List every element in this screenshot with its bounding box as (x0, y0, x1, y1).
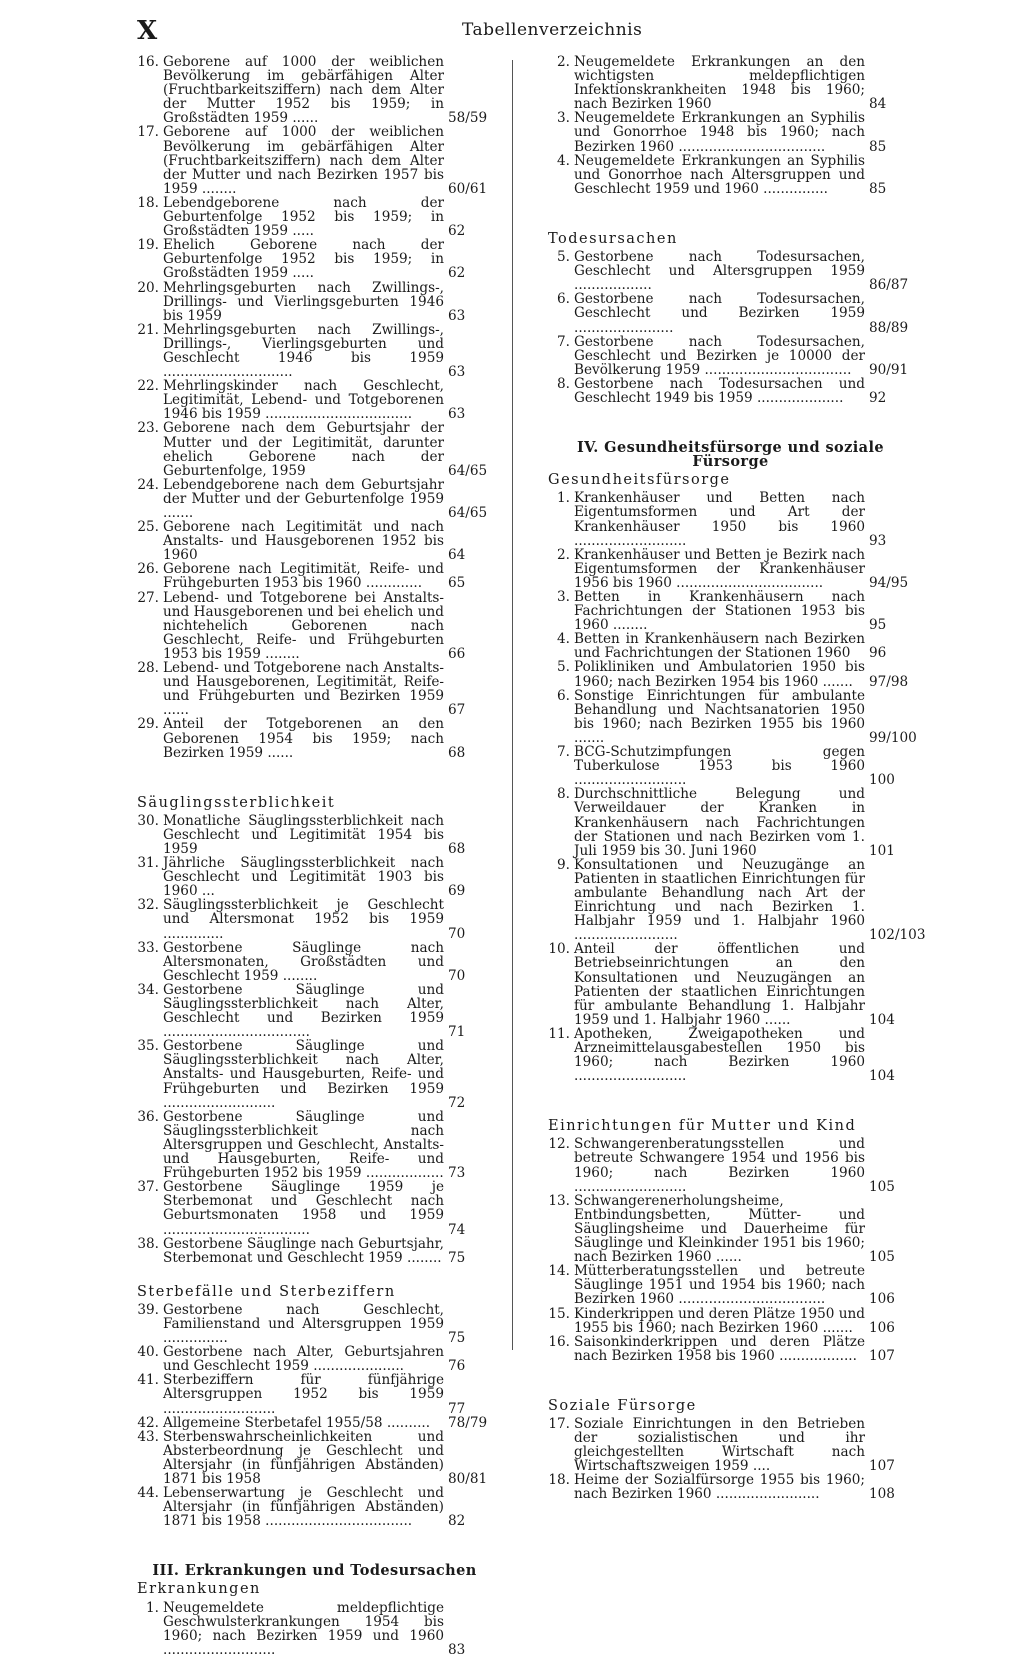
entry-page: 58/59 (448, 110, 488, 127)
entry-number: 39. (137, 1301, 159, 1318)
entry-title: Ehelich Geborene nach der Geburtenfolge 1952 bis 1959; in Großstädten 1959 ..... (163, 237, 444, 282)
entry-page: 88/89 (869, 319, 909, 336)
entry-number: 14. (548, 1263, 570, 1280)
entry-number: 8. (557, 375, 570, 392)
entry-page: 96 (869, 645, 887, 662)
entry-title: Geborene nach Legitimität, Reife- und Frühgeburten 1953 bis 1960 ............. (163, 561, 444, 592)
entry-number: 43. (137, 1428, 159, 1445)
entry-page: 105 (869, 1249, 895, 1266)
entry-page: 74 (448, 1221, 466, 1238)
toc-entry (548, 632, 913, 660)
entry-title: Gestorbene nach Todesursachen, Geschlecht und Bezirken je 10000 der Bevölkerung 1959 .................................. (574, 333, 865, 378)
entry-page: 64/65 (448, 505, 488, 521)
toc-entry (548, 491, 913, 547)
entry-number: 32. (137, 897, 159, 914)
toc-entry (548, 856, 926, 944)
toc-group (137, 1601, 492, 1657)
entry-page: 86/87 (869, 277, 909, 294)
entry-title: Mehrlingsgeburten nach Zwillings-, Drillings-, Vierlingsgeburten und Geschlecht 1946 bis 1959 .............................. (163, 321, 444, 381)
entry-title: Saisonkinderkrippen und deren Plätze nach Bezirken 1958 bis 1960 .................. (574, 1333, 865, 1364)
toc-entry (548, 942, 913, 1027)
entry-number: 34. (137, 981, 159, 998)
entry-number: 27. (137, 589, 159, 606)
entry-page: 104 (869, 1068, 895, 1085)
entry-number: 26. (137, 561, 159, 578)
spacer (548, 196, 913, 232)
entry-page: 106 (869, 1319, 895, 1336)
entry-page: 68 (448, 840, 466, 857)
toc-entry (548, 1307, 913, 1335)
toc-entry (137, 562, 492, 590)
toc-group (548, 1137, 913, 1363)
entry-title: Polikliniken und Ambulatorien 1950 bis 1960; nach Bezirken 1954 bis 1960 ....... (574, 659, 865, 690)
toc-entry (137, 478, 492, 520)
entry-title: Lebendgeborene nach der Geburtenfolge 1952 bis 1959; in Großstädten 1959 ..... (163, 194, 444, 240)
entry-page: 80/81 (448, 1471, 488, 1487)
entry-number: 40. (137, 1344, 159, 1361)
entry-page: 77 (448, 1400, 466, 1417)
toc-entry (137, 238, 492, 280)
toc-entry (137, 55, 492, 125)
entry-title: Konsultationen und Neuzugänge an Patienten in staatlichen Einrichtungen für ambulante Behandlung nach Art der Einrichtung und nach Bezirken 1. Halbjahr 1959 und 1. Halbjahr 1960 ........................ (574, 856, 865, 944)
entry-page: 99/100 (869, 729, 917, 746)
spacer (137, 1528, 492, 1564)
entry-page: 60/61 (448, 180, 488, 197)
toc-entry (548, 111, 913, 153)
entry-number: 42. (137, 1414, 159, 1431)
entry-page: 107 (869, 1347, 895, 1364)
entry-title: Gestorbene nach Todesursachen, Geschlecht und Bezirken 1959 ....................... (574, 291, 865, 336)
section-heading: Gesundheitsfürsorge (548, 472, 731, 489)
toc-entry (137, 1345, 492, 1373)
entry-page: 85 (869, 180, 887, 197)
entry-number: 9. (557, 856, 570, 873)
spacer (548, 405, 913, 441)
entry-number: 29. (137, 716, 159, 733)
entry-page: 105 (869, 1178, 895, 1195)
entry-number: 19. (137, 237, 159, 254)
toc-entry (548, 787, 913, 857)
toc-entry (137, 323, 492, 379)
entry-title: Anteil der öffentlichen und Betriebseinrichtungen an den Konsultationen und Neuzugängen an Patienten der staatlichen Einrichtungen für ambulante Behandlung 1. Halbjahr 1959 und 1. Halbjahr 1960 ...... (574, 941, 865, 1028)
entry-page: 108 (869, 1486, 895, 1503)
toc-entry (548, 335, 913, 377)
entry-number: 6. (557, 687, 570, 704)
entry-title: Soziale Einrichtungen in den Betrieben der sozialistischen und ihr gleichgestellten Wirtschaft nach Wirtschaftszweigen 1959 .... (574, 1415, 865, 1475)
toc-group (548, 1417, 913, 1502)
entry-title: Neugemeldete Erkrankungen an den wichtigsten meldepflichtigen Infektionskrankheiten 1948 bis 1960; nach Bezirken 1960 (574, 54, 865, 113)
toc-entry (137, 1416, 492, 1430)
spacer (137, 760, 492, 796)
entry-page: 63 (448, 364, 466, 381)
toc-entry (137, 941, 492, 983)
toc-entry (548, 1473, 913, 1501)
entry-title: Apotheken, Zweigapotheken und Arzneimittelausgabestellen 1950 bis 1960; nach Bezirken 1960 .......................... (574, 1025, 865, 1085)
toc-entry (137, 856, 492, 898)
entry-page: 71 (448, 1024, 466, 1041)
entry-title: Schwangerenberatungsstellen und betreute Schwangere 1954 und 1956 bis 1960; nach Bezirken 1960 .......................... (574, 1136, 865, 1195)
toc-entry (137, 983, 492, 1039)
entry-title: Betten in Krankenhäusern nach Fachrichtungen der Stationen 1953 bis 1960 ........ (574, 589, 865, 634)
toc-group (137, 814, 492, 1265)
page-header (0, 12, 1024, 52)
left-column (137, 55, 492, 1657)
entry-title: Mehrlingsgeburten nach Zwillings-, Drillings- und Vierlingsgeburten 1946 bis 1959 (163, 279, 444, 324)
entry-number: 12. (548, 1136, 570, 1153)
entry-title: Krankenhäuser und Betten nach Eigentumsformen und Art der Krankenhäuser 1950 bis 1960 .......................... (574, 490, 865, 549)
toc-entry (548, 250, 913, 292)
toc-entry (548, 1417, 913, 1473)
toc-entry (137, 814, 492, 856)
entry-title: Sterbeziffern für fünfjährige Altersgruppen 1952 bis 1959 .......................... (163, 1372, 444, 1417)
entry-title: Geborene nach Legitimität und nach Anstalts- und Hausgeborenen 1952 bis 1960 (163, 519, 444, 564)
toc-group (548, 490, 926, 1085)
entry-number: 36. (137, 1108, 159, 1125)
entry-page: 64/65 (448, 462, 488, 479)
entry-number: 22. (137, 378, 159, 395)
entry-page: 63 (448, 406, 466, 423)
toc-entry (137, 1373, 492, 1415)
entry-number: 37. (137, 1179, 159, 1196)
entry-page: 83 (448, 1641, 466, 1658)
entry-number: 18. (548, 1472, 570, 1489)
entry-title: Gestorbene nach Geschlecht, Familienstand und Altersgruppen 1959 ............... (163, 1301, 444, 1347)
toc-entry (137, 1303, 492, 1345)
toc-group (548, 250, 913, 405)
entry-number: 31. (137, 855, 159, 872)
entry-number: 30. (137, 812, 159, 829)
entry-page: 82 (448, 1513, 466, 1530)
entry-number: 1. (557, 490, 570, 507)
entry-page: 95 (869, 617, 887, 634)
entry-page: 100 (869, 772, 895, 789)
entry-number: 20. (137, 279, 159, 296)
spacer (548, 1083, 913, 1119)
entry-number: 8. (557, 786, 570, 803)
entry-page: 73 (448, 1165, 466, 1182)
toc-entry (548, 548, 913, 590)
entry-title: Gestorbene Säuglinge nach Altersmonaten, Großstädten und Geschlecht 1959 ........ (163, 939, 444, 984)
toc-group (137, 1303, 492, 1529)
entry-number: 28. (137, 660, 159, 677)
toc-entry (137, 898, 492, 940)
entry-page: 107 (869, 1458, 895, 1475)
entry-number: 25. (137, 519, 159, 536)
toc-entry (548, 1137, 913, 1193)
entry-page: 102/103 (869, 927, 926, 944)
entry-number: 41. (137, 1372, 159, 1389)
entry-number: 44. (137, 1485, 159, 1502)
entry-number: 24. (137, 476, 159, 493)
toc-entry (548, 1335, 913, 1363)
entry-number: 21. (137, 321, 159, 338)
section-heading: Einrichtungen für Mutter und Kind (548, 1118, 857, 1135)
toc-entry (137, 591, 492, 661)
toc-entry (548, 377, 913, 405)
toc-entry (548, 687, 917, 746)
entry-page: 85 (869, 138, 887, 155)
toc-entry (548, 1264, 913, 1306)
entry-title: Neugemeldete Erkrankungen an Syphilis und Gonorrhoe nach Altersgruppen und Geschlecht 1959 und 1960 ............... (574, 152, 865, 197)
entry-title: Lebend- und Totgeborene bei Anstalts- und Hausgeborenen und bei ehelich und nichtehelich Geborenen nach Geschlecht, Reife- und Frühgeburten 1953 bis 1959 ........ (163, 589, 444, 662)
entry-number: 23. (137, 420, 159, 437)
toc-entry (137, 125, 492, 195)
entry-title: Kinderkrippen und deren Plätze 1950 und 1955 bis 1960; nach Bezirken 1960 ....... (574, 1305, 865, 1336)
entry-page: 69 (448, 883, 466, 900)
entry-number: 5. (557, 249, 570, 266)
toc-entry (548, 745, 913, 787)
entry-title: Mütterberatungsstellen und betreute Säuglinge 1951 und 1954 bis 1960; nach Bezirken 1960 .................................. (574, 1263, 865, 1308)
entry-number: 10. (548, 941, 570, 958)
toc-entry (137, 1430, 492, 1486)
entry-page: 65 (448, 575, 466, 592)
toc-entry (137, 1110, 492, 1180)
part-heading: IV. Gesundheitsfürsorge und soziale Fürsorge (576, 439, 884, 471)
section-heading: Säuglingssterblichkeit (137, 794, 336, 811)
entry-page: 92 (869, 389, 887, 406)
entry-title: Jährliche Säuglingssterblichkeit nach Geschlecht und Legitimität 1903 bis 1960 ... (163, 855, 444, 900)
toc-entry (137, 520, 492, 562)
toc-entry (137, 281, 492, 323)
toc-entry (548, 660, 913, 688)
part-heading: III. Erkrankungen und Todesursachen (152, 1562, 477, 1580)
entry-number: 1. (146, 1599, 159, 1616)
entry-page: 70 (448, 925, 466, 942)
entry-title: Mehrlingskinder nach Geschlecht, Legitimität, Lebend- und Totgeborenen 1946 bis 1959 .................................. (163, 378, 444, 423)
entry-number: 16. (137, 54, 159, 70)
entry-page: 78/79 (448, 1414, 488, 1431)
spacer (137, 1265, 492, 1285)
entry-number: 17. (548, 1415, 570, 1432)
spacer (548, 1363, 913, 1399)
entry-title: Allgemeine Sterbetafel 1955/58 .......... (163, 1414, 431, 1431)
toc-entry (548, 590, 913, 632)
entry-title: Gestorbene Säuglinge nach Geburtsjahr, Sterbemonat und Geschlecht 1959 ........ (163, 1235, 444, 1266)
entry-number: 17. (137, 124, 159, 141)
entry-number: 38. (137, 1235, 159, 1252)
entry-title: Säuglingssterblichkeit je Geschlecht und Altersmonat 1952 bis 1959 .............. (163, 897, 444, 942)
entry-page: 66 (448, 645, 466, 662)
entry-page: 94/95 (869, 574, 909, 591)
entry-page: 97/98 (869, 673, 909, 690)
entry-page: 76 (448, 1358, 466, 1375)
toc-entry (137, 661, 492, 717)
entry-title: Neugemeldete Erkrankungen an Syphilis und Gonorrhoe 1948 bis 1960; nach Bezirken 1960 .................................. (574, 110, 865, 155)
entry-number: 2. (557, 546, 570, 563)
entry-title: Lebend- und Totgeborene nach Anstalts- und Hausgeborenen, Legitimität, Reife- und Frühgeburten und Bezirken 1959 ...... (163, 660, 444, 719)
entry-title: Geborene nach dem Geburtsjahr der Mutter und der Legitimität, darunter ehelich Geborene nach der Geburtenfolge, 1959 (163, 420, 444, 479)
entry-number: 18. (137, 194, 159, 211)
column-divider (512, 60, 513, 1350)
entry-number: 15. (548, 1305, 570, 1322)
entry-title: Gestorbene nach Todesursachen, Geschlecht und Altersgruppen 1959 .................. (574, 249, 865, 294)
entry-title: Sonstige Einrichtungen für ambulante Behandlung und Nachtsanatorien 1950 bis 1960; nach Bezirken 1955 bis 1960 ....... (574, 687, 865, 746)
toc-entry (137, 379, 492, 421)
section-heading: Sterbefälle und Sterbeziffern (137, 1283, 396, 1300)
right-column (548, 54, 926, 1503)
entry-page: 106 (869, 1291, 895, 1308)
entry-number: 13. (548, 1192, 570, 1209)
entry-page: 90/91 (869, 361, 909, 378)
toc-entry (548, 154, 913, 196)
entry-number: 2. (557, 54, 570, 70)
entry-title: Gestorbene nach Alter, Geburtsjahren und Geschlecht 1959 ..................... (163, 1344, 444, 1375)
toc-entry (548, 1027, 913, 1083)
entry-page: 104 (869, 1011, 895, 1028)
entry-page: 101 (869, 842, 895, 859)
entry-number: 3. (557, 589, 570, 605)
entry-number: 16. (548, 1333, 570, 1350)
section-heading: Todesursachen (548, 230, 678, 247)
entry-title: Monatliche Säuglingssterblichkeit nach Geschlecht und Legitimität 1954 bis 1959 (163, 812, 444, 857)
toc-entry (548, 292, 913, 334)
entry-number: 5. (557, 659, 570, 676)
entry-page: 68 (448, 744, 466, 761)
entry-page: 84 (869, 96, 887, 113)
page-number-roman: X (137, 16, 159, 46)
entry-title: Gestorbene Säuglinge und Säuglingssterblichkeit nach Alter, Anstalts- und Hausgeburten, Reife- und Frühgeburten und Bezirken 1959 .......................... (163, 1038, 444, 1111)
entry-title: Betten in Krankenhäusern nach Bezirken und Fachrichtungen der Stationen 1960 (574, 631, 865, 662)
entry-title: Heime der Sozialfürsorge 1955 bis 1960; nach Bezirken 1960 ........................ (574, 1472, 865, 1503)
entry-number: 6. (557, 291, 570, 308)
entry-title: Krankenhäuser und Betten je Bezirk nach Eigentumsformen der Krankenhäuser 1956 bis 1960 .................................. (574, 546, 865, 591)
entry-title: Lebenserwartung je Geschlecht und Altersjahr (in fünfjährigen Abständen) 1871 bis 1958 .................................. (163, 1485, 444, 1530)
entry-title: Sterbenswahrscheinlichkeiten und Absterbeordnung je Geschlecht und Altersjahr (in fünfjährigen Abständen) 1871 bis 1958 (163, 1428, 444, 1487)
entry-page: 67 (448, 702, 466, 719)
section-heading: Soziale Fürsorge (548, 1397, 697, 1414)
entry-page: 63 (448, 307, 466, 324)
entry-title: Gestorbene Säuglinge 1959 je Sterbemonat und Geschlecht nach Geburtsmonaten 1958 und 1959 .................................. (163, 1179, 444, 1238)
entry-number: 3. (557, 110, 570, 127)
toc-entry (137, 717, 492, 759)
toc-entry (137, 1237, 492, 1265)
entry-title: Geborene auf 1000 der weiblichen Bevölkerung im gebärfähigen Alter (Fruchtbarkeitsziffern) nach dem Alter der Mutter 1952 bis 1959; in Großstädten 1959 ...... (163, 54, 444, 127)
entry-number: 35. (137, 1038, 159, 1055)
entry-title: Durchschnittliche Belegung und Verweildauer der Kranken in Krankenhäusern nach Fachrichtungen der Stationen und nach Bezirken vom 1. Juli 1959 bis 30. Juni 1960 (574, 786, 865, 859)
toc-entry (548, 55, 913, 111)
toc-entry (137, 196, 492, 238)
entry-title: Lebendgeborene nach dem Geburtsjahr der Mutter und der Geburtenfolge 1959 ....... (163, 476, 444, 521)
entry-title: Gestorbene Säuglinge und Säuglingssterblichkeit nach Alter, Geschlecht und Bezirken 1959 .................................. (163, 981, 444, 1041)
entry-number: 7. (557, 744, 570, 761)
entry-page: 64 (448, 547, 466, 564)
toc-entry (137, 421, 492, 477)
running-title: Tabellenverzeichnis (462, 20, 643, 40)
entry-page: 75 (448, 1249, 466, 1266)
entry-title: Gestorbene nach Todesursachen und Geschlecht 1949 bis 1959 .................... (574, 375, 865, 406)
entry-title: Gestorbene Säuglinge und Säuglingssterblichkeit nach Altersgruppen und Geschlecht, Anstalts- und Hausgeburten, Reife- und Frühgeburten 1952 bis 1959 .................. (163, 1108, 444, 1182)
entry-page: 75 (448, 1330, 466, 1347)
toc-entry (137, 1180, 492, 1236)
entry-title: Schwangerenerholungsheime, Entbindungsbetten, Mütter- und Säuglingsheime und Dauerheime für Säuglinge und Kleinkinder 1951 bis 1960; nach Bezirken 1960 ...... (574, 1192, 865, 1266)
entry-number: 4. (557, 152, 570, 169)
entry-title: Anteil der Totgeborenen an den Geborenen 1954 bis 1959; nach Bezirken 1959 ...... (163, 716, 444, 761)
entry-number: 33. (137, 939, 159, 956)
toc-group (548, 55, 913, 196)
entry-page: 70 (448, 967, 466, 984)
entry-number: 4. (557, 631, 570, 648)
entry-title: BCG-Schutzimpfungen gegen Tuberkulose 1953 bis 1960 .......................... (574, 744, 865, 789)
entry-title: Geborene auf 1000 der weiblichen Bevölkerung im gebärfähigen Alter (Fruchtbarkeitsziffern) nach dem Alter der Mutter und nach Bezirken 1957 bis 1959 ........ (163, 124, 444, 197)
entry-number: 7. (557, 333, 570, 350)
toc-entry (548, 1194, 913, 1264)
entry-page: 62 (448, 223, 466, 240)
section-heading: Erkrankungen (137, 1581, 261, 1598)
toc-entry (137, 1039, 492, 1109)
entry-page: 93 (869, 532, 887, 549)
toc-entry (137, 1486, 492, 1528)
entry-title: Neugemeldete meldepflichtige Geschwulsterkrankungen 1954 bis 1960; nach Bezirken 1959 und 1960 .......................... (163, 1599, 444, 1658)
toc-group (137, 55, 492, 760)
toc-entry (137, 1601, 492, 1657)
entry-page: 62 (448, 265, 466, 282)
entry-number: 11. (548, 1025, 570, 1042)
entry-page: 72 (448, 1094, 466, 1111)
